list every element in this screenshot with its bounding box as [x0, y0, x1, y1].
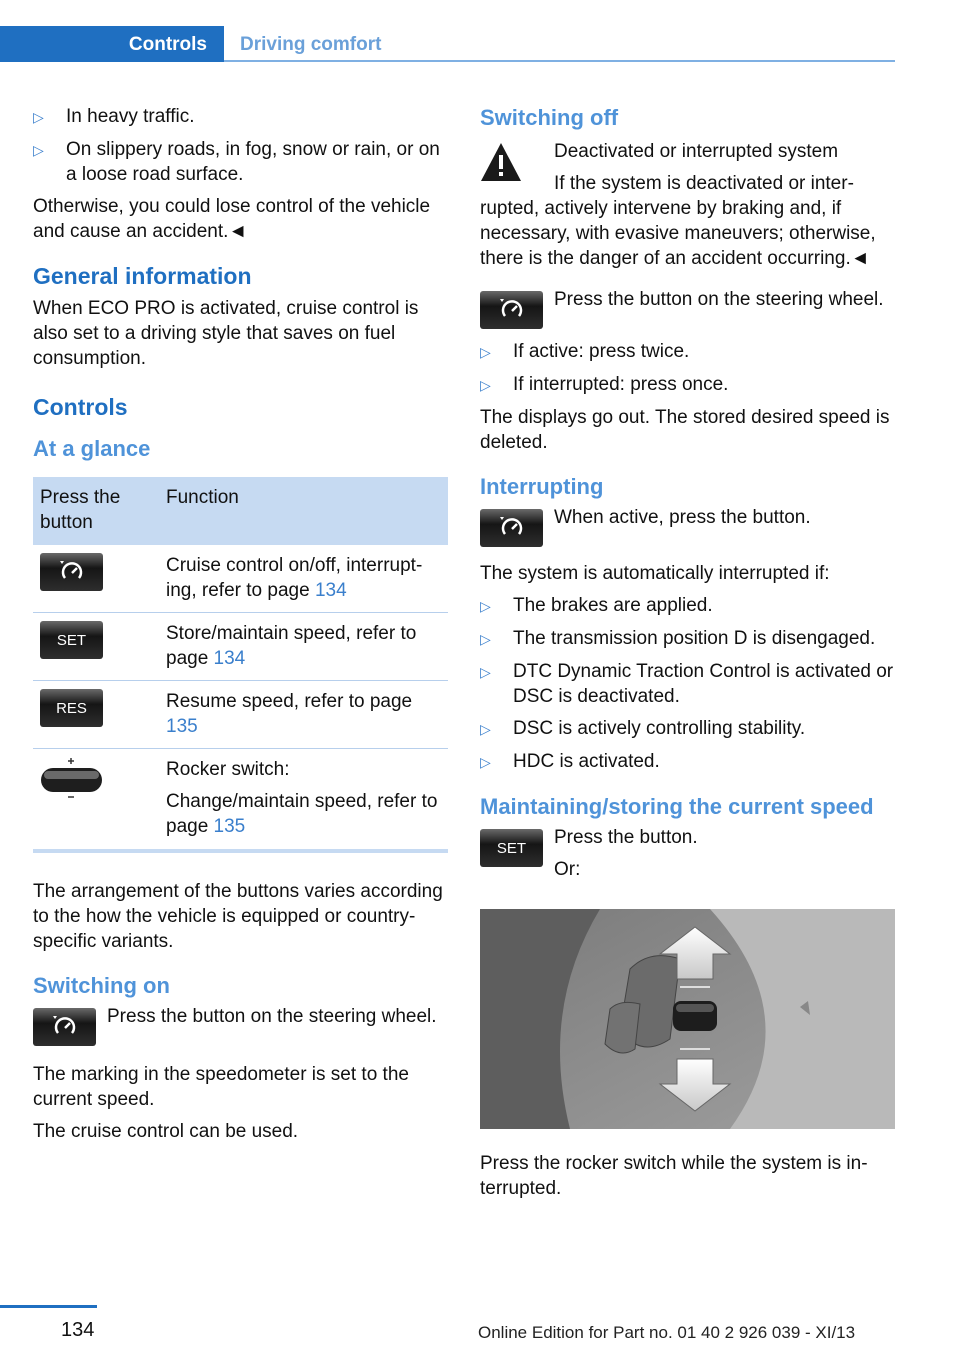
table-row — [33, 545, 448, 613]
bullet-triangle-icon: ▷ — [480, 664, 491, 680]
table-cell-function: Resume speed, refer to page 135 — [159, 681, 448, 749]
cruise-usable-text: The cruise control can be used. — [33, 1121, 299, 1142]
list-item: ▷ If interrupted: press once. — [480, 372, 895, 398]
general-information-text: When ECO PRO is activated, cruise control is also set to a driving style that saves on fuel consumption. — [33, 298, 419, 369]
warning-end-text: Otherwise, you could lose control of the vehicle and cause an accident.◄ — [33, 196, 431, 242]
bullet-triangle-icon: ▷ — [33, 142, 44, 158]
marking-text: The marking in the speedometer is set to the current speed. — [33, 1064, 409, 1110]
rocker-switch-icon — [40, 757, 103, 799]
bullet-triangle-icon: ▷ — [480, 754, 491, 770]
maintaining-heading: Maintaining/storing the current speed — [480, 794, 874, 819]
bullet-triangle-icon: ▷ — [480, 631, 491, 647]
switching-on-heading: Switching on — [33, 973, 170, 998]
bullet-triangle-icon: ▷ — [480, 377, 491, 393]
list-item: ▷ DTC Dynamic Traction Control is activated or DSC is deactivated. — [480, 661, 894, 707]
list-item: ▷ In heavy traffic. — [33, 104, 448, 130]
table-cell-function: Store/maintain speed, refer to page 134 — [159, 613, 448, 681]
left-column — [33, 104, 448, 1151]
right-column — [480, 104, 895, 1208]
interrupting-row — [480, 505, 895, 547]
table-header-press: Press the button — [33, 477, 159, 545]
table-header-function: Function — [159, 477, 448, 545]
switching-on-row — [33, 1004, 448, 1046]
page-number: 134 — [61, 1319, 95, 1341]
warning-block — [480, 139, 895, 271]
warning-text: If the system is deactivated or interrupted, actively intervene by braking and, if necessary, with evasive maneuvers; otherwise, there is the danger of an accident occurring.◄ — [480, 173, 876, 269]
list-item: ▷ If active: press twice. — [480, 339, 895, 365]
rocker-instruction-text: Press the rocker switch while the system is interrupted. — [480, 1153, 868, 1199]
cruise-control-icon — [40, 553, 103, 591]
warning-title: Deactivated or interrupted system — [554, 141, 839, 162]
list-item: ▷ HDC is activated. — [480, 749, 895, 775]
table-row — [33, 749, 448, 852]
or-text: Or: — [554, 859, 581, 880]
warning-triangle-icon — [480, 141, 522, 183]
list-item: ▷ The transmission position D is disengaged. — [480, 626, 895, 652]
displays-text: The displays go out. The stored desired speed is deleted. — [480, 407, 890, 453]
tab-driving-comfort[interactable]: Driving comfort — [240, 34, 382, 55]
page-link[interactable]: 135 — [213, 816, 246, 837]
arrangement-text: The arrangement of the buttons varies according to the how the vehicle is equipped or country-specific variants. — [33, 881, 443, 952]
cruise-control-icon — [33, 1008, 96, 1046]
page-link[interactable]: 134 — [314, 580, 347, 601]
table-header-row — [33, 477, 448, 545]
bullet-triangle-icon: ▷ — [33, 109, 44, 125]
interrupting-heading: Interrupting — [480, 474, 604, 499]
tab-underline — [224, 60, 895, 62]
table-cell-function: Rocker switch: Change/maintain speed, refer to page 135 — [159, 749, 448, 852]
interrupting-text: When active, press the button. — [554, 507, 811, 528]
bullet-triangle-icon: ▷ — [480, 344, 491, 360]
edition-text: Online Edition for Part no. 01 40 2 926 039 - XI/13 — [478, 1323, 856, 1342]
press-button-text: Press the button. — [554, 827, 698, 848]
press-steering-text: Press the button on the steering wheel. — [554, 289, 884, 310]
list-item: ▷ DSC is actively controlling stability. — [480, 716, 895, 742]
header-tabbar — [0, 26, 895, 62]
steering-wheel-rocker-photo — [480, 909, 895, 1129]
auto-interrupt-text: The system is automatically interrupted if: — [480, 563, 830, 584]
set-button-icon: SET — [40, 621, 103, 659]
bullet-triangle-icon: ▷ — [480, 721, 491, 737]
maintaining-row — [480, 825, 895, 889]
res-button-icon: RES — [40, 689, 103, 727]
footer-rule — [0, 1305, 97, 1308]
cruise-control-icon — [480, 291, 543, 329]
table-row — [33, 681, 448, 749]
list-item: ▷ On slippery roads, in fog, snow or rain, or on a loose road surface. — [33, 139, 440, 185]
bullet-triangle-icon: ▷ — [480, 598, 491, 614]
at-a-glance-table — [33, 477, 448, 853]
switching-off-row — [480, 287, 895, 329]
general-information-heading: General information — [33, 263, 252, 289]
table-cell-function: Cruise control on/off, interrupting, refer to page 134 — [159, 545, 448, 613]
tab-controls[interactable]: Controls — [0, 26, 224, 62]
at-a-glance-heading: At a glance — [33, 436, 151, 461]
table-row — [33, 613, 448, 681]
cruise-control-icon — [480, 509, 543, 547]
page-link[interactable]: 135 — [166, 716, 198, 737]
list-item: ▷ The brakes are applied. — [480, 593, 895, 619]
set-button-icon: SET — [480, 829, 543, 867]
switching-on-text: Press the button on the steering wheel. — [107, 1006, 437, 1027]
switching-off-heading: Switching off — [480, 105, 619, 130]
controls-heading: Controls — [33, 394, 128, 420]
page-link[interactable]: 134 — [213, 648, 246, 669]
